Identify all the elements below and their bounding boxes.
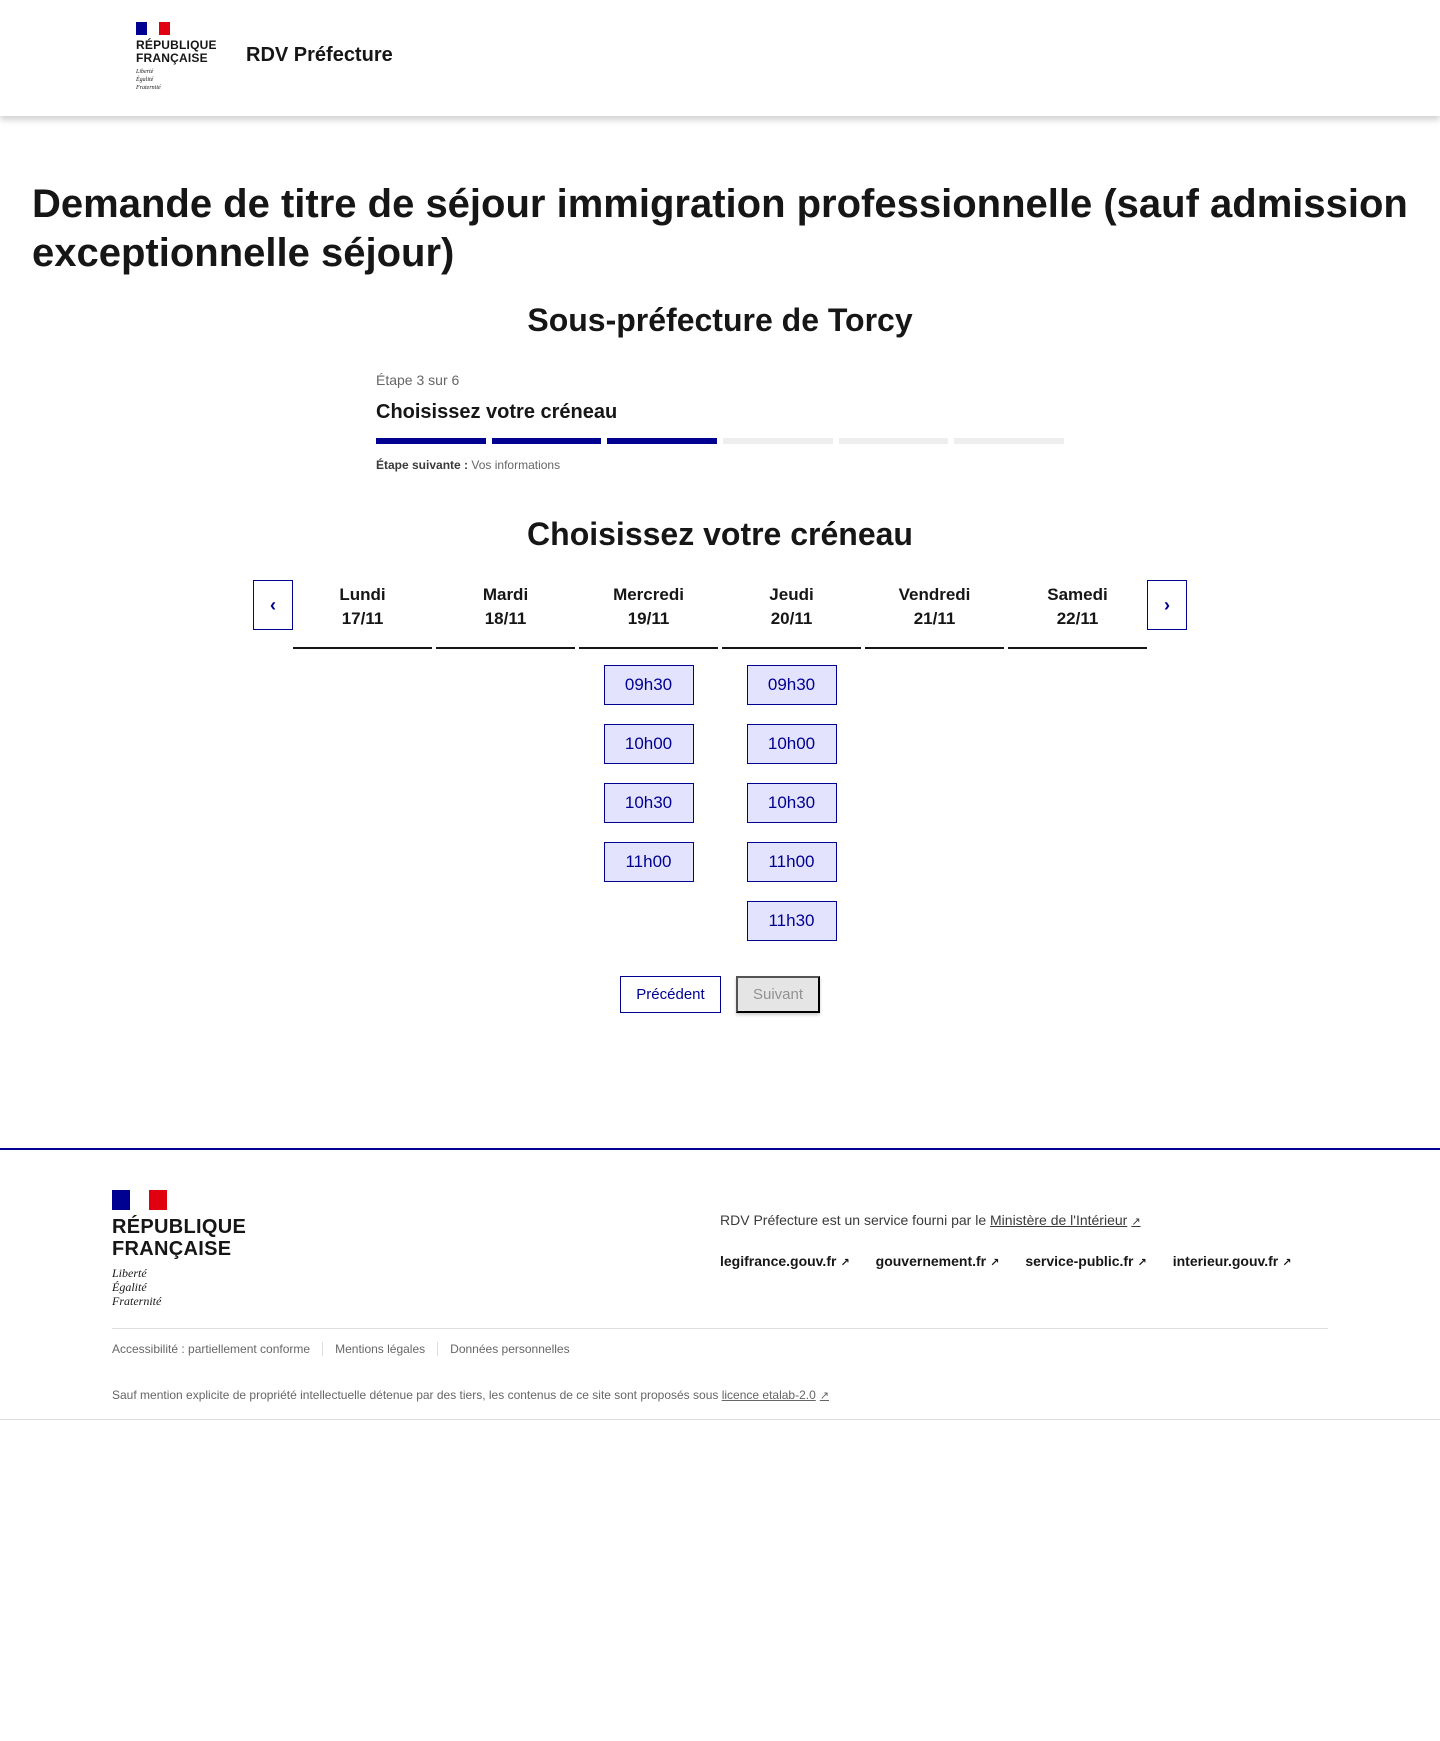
stepper-segment [839,438,949,444]
ministere-link[interactable] [990,1212,1141,1228]
footer-motto-fraternite: Fraternité [112,1294,162,1308]
slot-list [293,649,432,665]
day-name: Mardi [482,585,529,604]
licence-link-label: licence etalab-2.0 [721,1388,816,1402]
time-slot-button[interactable]: 11h00 [747,842,837,882]
previous-week-button[interactable] [253,580,293,630]
day-date: 19/11 [627,609,670,628]
licence-text: Sauf mention explicite de propriété intellectuelle détenue par des tiers, les contenus de ce site sont proposés sous [112,1388,719,1402]
next-week-button[interactable] [1147,580,1187,630]
stepper-segment [492,438,602,444]
stepper-next-label: Étape suivante : [376,458,469,472]
day-date: 21/11 [913,609,956,628]
day-name: Samedi [1047,585,1108,604]
prefecture-title: Sous-préfecture de Torcy [527,302,913,338]
footer-logo-line1: RÉPUBLIQUE [112,1216,247,1238]
day-column [579,580,718,941]
time-slot-button[interactable]: 10h00 [747,724,837,764]
day-columns [293,580,1147,941]
slot-list [1008,649,1147,665]
service-title[interactable]: RDV Préfecture [246,44,393,66]
day-header [293,580,432,649]
stepper-next-value: Vos informations [471,458,561,472]
day-column [436,580,575,941]
footer-licence [112,1388,829,1402]
day-header [436,580,575,649]
time-slot-button[interactable]: 11h30 [747,901,837,941]
logo-text-line2: FRANÇAISE [136,51,208,65]
ministere-link-label: Ministère de l'Intérieur [990,1212,1128,1228]
time-slot-button[interactable]: 10h30 [747,783,837,823]
footer-link-label: service-public.fr [1025,1253,1134,1269]
day-name: Vendredi [898,585,971,604]
footer-motto-egalite: Égalité [112,1280,147,1294]
day-column [1008,580,1147,941]
footer-link-label: gouvernement.fr [875,1253,987,1269]
external-link-icon: ↗ [819,1390,829,1402]
footer-link-legifrance[interactable] [720,1253,850,1269]
day-column [865,580,1004,941]
footer-bottom-links [112,1342,582,1356]
stepper-segment [723,438,833,444]
section-title: Choisissez votre créneau [527,516,913,552]
time-slot-button[interactable]: 10h00 [604,724,694,764]
footer-description [720,1212,1141,1228]
day-name: Jeudi [769,585,814,604]
external-link-icon: ↗ [1282,1257,1292,1269]
day-header [1008,580,1147,649]
day-name: Mercredi [613,585,684,604]
day-date: 22/11 [1056,609,1099,628]
page-title: Demande de titre de séjour immigration professionnelle (sauf admission exceptionnelle séjour) [32,182,1408,275]
accessibility-link[interactable]: Accessibilité : partiellement conforme [112,1342,311,1356]
footer-divider [112,1328,1328,1329]
footer-link-label: interieur.gouv.fr [1172,1253,1279,1269]
footer-link-gouvernement[interactable] [876,1253,1000,1269]
external-link-icon: ↗ [840,1257,850,1269]
stepper-title: Choisissez votre créneau [376,401,618,423]
stepper-segment [607,438,717,444]
day-date: 17/11 [341,609,384,628]
site-footer [0,1148,1440,1420]
logo-motto-liberte: Liberté [136,69,154,75]
day-header [865,580,1004,649]
stepper-state: Étape 3 sur 6 [376,372,460,388]
footer-logo-line2: FRANÇAISE [112,1238,232,1260]
footer-link-service-public[interactable] [1025,1253,1146,1269]
time-slot-button[interactable]: 09h30 [604,665,694,705]
chevron-left-icon: ‹ [270,594,276,615]
day-date: 18/11 [484,609,527,628]
footer-motto-liberte: Liberté [112,1266,147,1280]
footer-logo[interactable] [112,1190,252,1308]
slot-list [722,649,861,941]
day-date: 20/11 [770,609,813,628]
marianne-flag-icon [136,22,170,35]
footer-description-text: RDV Préfecture est un service fourni par le [720,1212,987,1228]
chevron-right-icon: › [1164,594,1170,615]
logo-motto-fraternite: Fraternité [136,85,161,91]
stepper-segment [376,438,486,444]
licence-link[interactable] [722,1388,829,1402]
republique-francaise-logo[interactable] [136,22,226,92]
logo-motto-egalite: Égalité [136,77,154,83]
day-name: Lundi [339,585,386,604]
personal-data-link[interactable]: Données personnelles [437,1342,581,1356]
stepper-next-step [376,458,1064,472]
time-slot-button[interactable]: 11h00 [604,842,694,882]
footer-link-interieur[interactable] [1173,1253,1292,1269]
slot-list [579,649,718,882]
external-link-icon: ↗ [990,1257,1000,1269]
time-slot-button[interactable]: 09h30 [747,665,837,705]
stepper-progress [376,438,1064,444]
stepper-segment [954,438,1064,444]
slot-list [865,649,1004,665]
day-header [579,580,718,649]
next-button-disabled: Suivant [736,976,820,1013]
external-link-icon: ↗ [1137,1257,1147,1269]
logo-text-line1: RÉPUBLIQUE [136,38,217,52]
stepper [376,372,1064,472]
day-header [722,580,861,649]
marianne-flag-icon [112,1190,167,1210]
day-column [722,580,861,941]
external-link-icon: ↗ [1131,1216,1141,1228]
slot-list [436,649,575,665]
site-header [0,0,1440,116]
footer-links [720,1253,1291,1269]
previous-button[interactable]: Précédent [620,976,721,1013]
footer-link-label: legifrance.gouv.fr [720,1253,837,1269]
time-slot-button[interactable]: 10h30 [604,783,694,823]
legal-notice-link[interactable]: Mentions légales [322,1342,437,1356]
day-column [293,580,432,941]
